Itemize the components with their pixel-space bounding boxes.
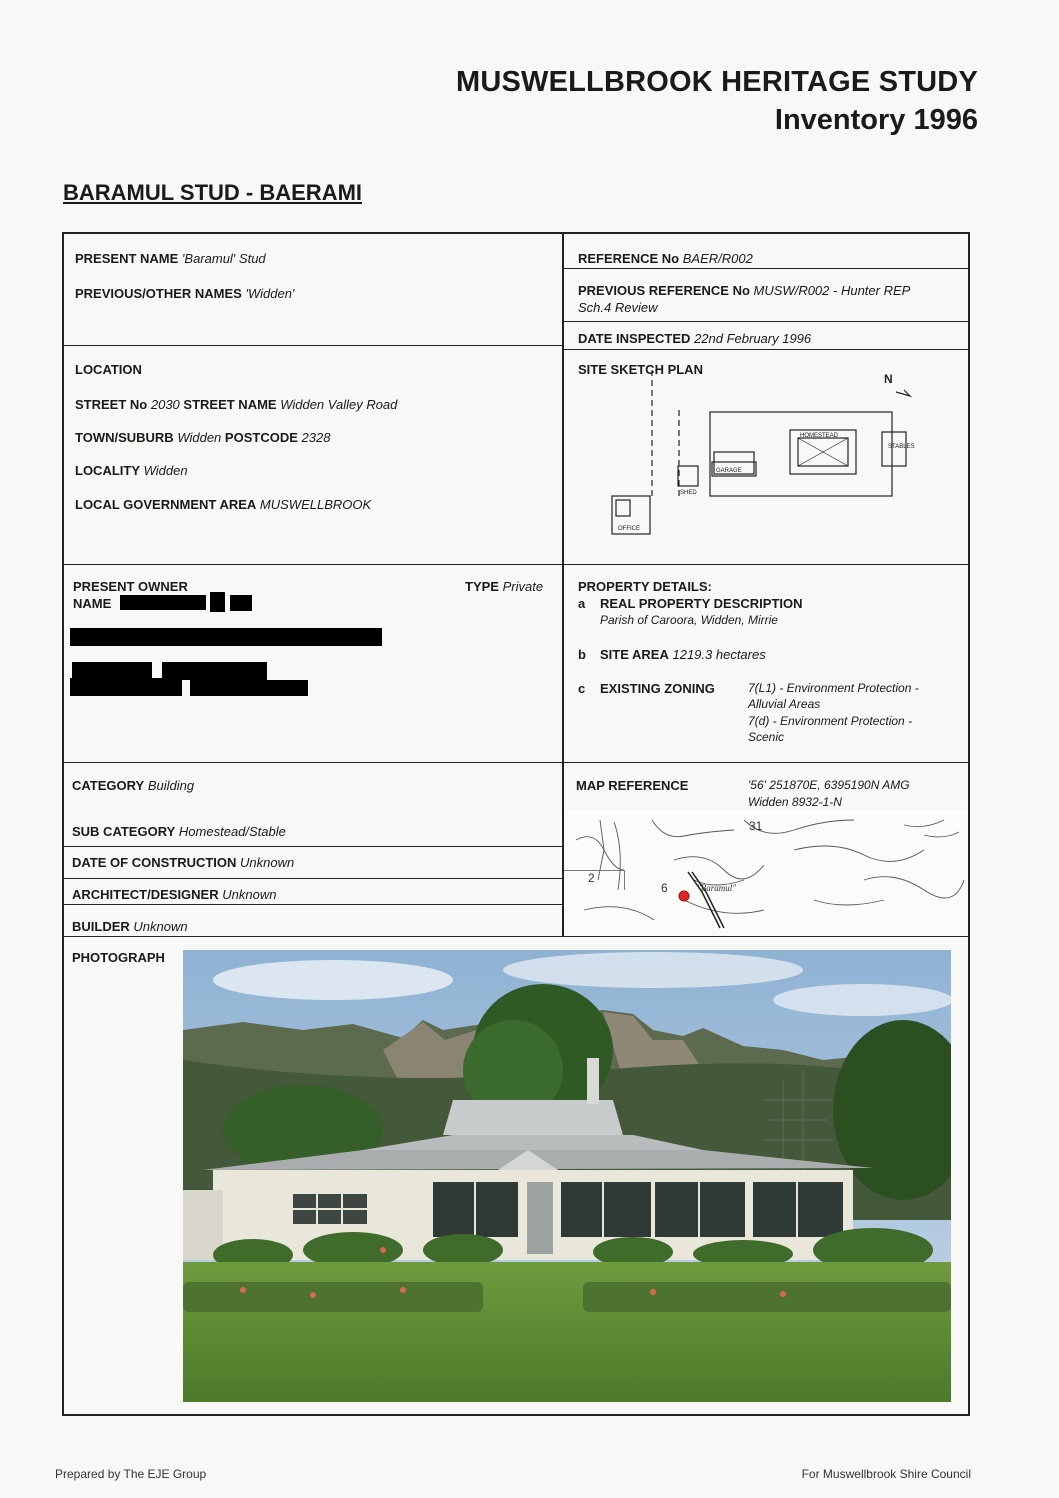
sketch-homestead-label: HOMESTEAD	[800, 433, 839, 439]
study-subtitle: Inventory 1996	[774, 104, 978, 136]
postcode-label: POSTCODE	[224, 430, 298, 445]
site-area-label: SITE AREA	[600, 647, 669, 662]
date-construction-value: Unknown	[240, 855, 295, 870]
category-value: Building	[147, 778, 195, 793]
category-field	[72, 778, 194, 793]
sub-category-label: SUB CATEGORY	[72, 824, 176, 839]
site-sketch-plan	[564, 350, 969, 563]
date-inspected-label: DATE INSPECTED	[578, 331, 691, 346]
map-reference-value-1: '56' 251870E, 6395190N AMG	[748, 778, 910, 792]
map-label-place: "Baramul"	[697, 883, 737, 893]
map-reference-label: MAP REFERENCE	[576, 778, 689, 793]
builder-field	[72, 919, 188, 934]
previous-reference-value: MUSW/R002 - Hunter REP	[753, 283, 911, 298]
map-label-2: 2	[588, 871, 595, 885]
property-a-value: Parish of Caroora, Widden, Mirrie	[600, 613, 778, 627]
town-label: TOWN/SUBURB	[75, 430, 174, 445]
postcode-value: 2328	[301, 430, 331, 445]
sketch-shed-label: SHED	[680, 490, 697, 496]
previous-reference-value-2: Sch.4 Review	[578, 300, 658, 315]
date-construction-label: DATE OF CONSTRUCTION	[72, 855, 237, 870]
lga-value: MUSWELLBROOK	[259, 497, 372, 512]
reference-label: REFERENCE No	[578, 251, 680, 266]
present-name-value: 'Baramul' Stud	[181, 251, 266, 266]
redaction-bar	[70, 678, 182, 696]
locality-value: Widden	[143, 463, 188, 478]
locality-field	[75, 463, 188, 478]
present-name-field	[75, 251, 266, 266]
zoning-value-3: 7(d) - Environment Protection -	[748, 714, 913, 728]
previous-reference-field	[578, 283, 910, 298]
owner-name-label: NAME	[73, 596, 112, 611]
owner-label: PRESENT OWNER	[73, 579, 188, 594]
study-title: MUSWELLBROOK HERITAGE STUDY	[455, 66, 978, 98]
builder-value: Unknown	[133, 919, 188, 934]
site-sketch-label: SITE SKETCH PLAN	[578, 362, 703, 377]
previous-names-label: PREVIOUS/OTHER NAMES	[75, 286, 242, 301]
town-field	[75, 430, 330, 445]
reference-value: BAER/R002	[682, 251, 753, 266]
street-field	[75, 397, 397, 412]
north-label: N	[884, 372, 893, 386]
site-area-value: 1219.3 hectares	[672, 647, 766, 662]
sketch-stables-label: STABLES	[888, 444, 915, 450]
owner-type-field	[465, 579, 543, 594]
redaction-bar	[120, 595, 206, 610]
sketch-garage-label: GARAGE	[716, 468, 742, 474]
architect-label: ARCHITECT/DESIGNER	[72, 887, 219, 902]
redaction-bar	[190, 680, 308, 696]
town-value: Widden	[177, 430, 222, 445]
homestead-photograph	[183, 950, 951, 1402]
site-area-field	[600, 647, 766, 662]
sub-category-field	[72, 824, 286, 839]
architect-field	[72, 887, 276, 902]
owner-type-label: TYPE	[465, 579, 499, 594]
date-inspected-value: 22nd February 1996	[694, 331, 812, 346]
street-name-label: STREET NAME	[183, 397, 277, 412]
map-label-6: 6	[661, 881, 668, 895]
lga-label: LOCAL GOVERNMENT AREA	[75, 497, 257, 512]
previous-names-value: 'Widden'	[245, 286, 295, 301]
street-name-value: Widden Valley Road	[280, 397, 398, 412]
zoning-value-2: Alluvial Areas	[748, 697, 821, 711]
redaction-bar	[210, 592, 225, 612]
sketch-office-label: OFFICE	[618, 526, 640, 532]
location-map	[564, 810, 968, 935]
architect-value: Unknown	[222, 887, 277, 902]
previous-reference-label: PREVIOUS REFERENCE No	[578, 283, 750, 298]
property-c-marker: c	[578, 681, 586, 696]
property-a-label: REAL PROPERTY DESCRIPTION	[600, 596, 803, 611]
redaction-bar	[70, 628, 382, 646]
redaction-bar	[230, 595, 252, 611]
property-a-marker: a	[578, 596, 586, 611]
reference-field	[578, 251, 753, 266]
zoning-value-4: Scenic	[748, 730, 785, 744]
date-inspected-field	[578, 331, 811, 346]
map-location-marker	[679, 891, 689, 901]
map-label-31: 31	[749, 819, 763, 833]
lga-field	[75, 497, 371, 512]
owner-type-value: Private	[502, 579, 544, 594]
sub-category-value: Homestead/Stable	[178, 824, 286, 839]
present-name-label: PRESENT NAME	[75, 251, 179, 266]
location-label: LOCATION	[75, 362, 142, 377]
property-details-label: PROPERTY DETAILS:	[578, 579, 712, 594]
street-no-label: STREET No	[75, 397, 148, 412]
category-label: CATEGORY	[72, 778, 145, 793]
document-title: BARAMUL STUD - BAERAMI	[63, 180, 363, 205]
map-reference-value-2: Widden 8932-1-N	[748, 795, 842, 809]
property-b-marker: b	[578, 647, 586, 662]
previous-names-field	[75, 286, 294, 301]
street-no-value: 2030	[150, 397, 180, 412]
locality-label: LOCALITY	[75, 463, 140, 478]
photograph-label: PHOTOGRAPH	[72, 950, 165, 965]
builder-label: BUILDER	[72, 919, 130, 934]
footer-left: Prepared by The EJE Group	[55, 1467, 207, 1481]
date-construction-field	[72, 855, 294, 870]
zoning-label: EXISTING ZONING	[600, 681, 715, 696]
zoning-value-1: 7(L1) - Environment Protection -	[748, 681, 919, 695]
footer-right: For Muswellbrook Shire Council	[801, 1467, 971, 1481]
